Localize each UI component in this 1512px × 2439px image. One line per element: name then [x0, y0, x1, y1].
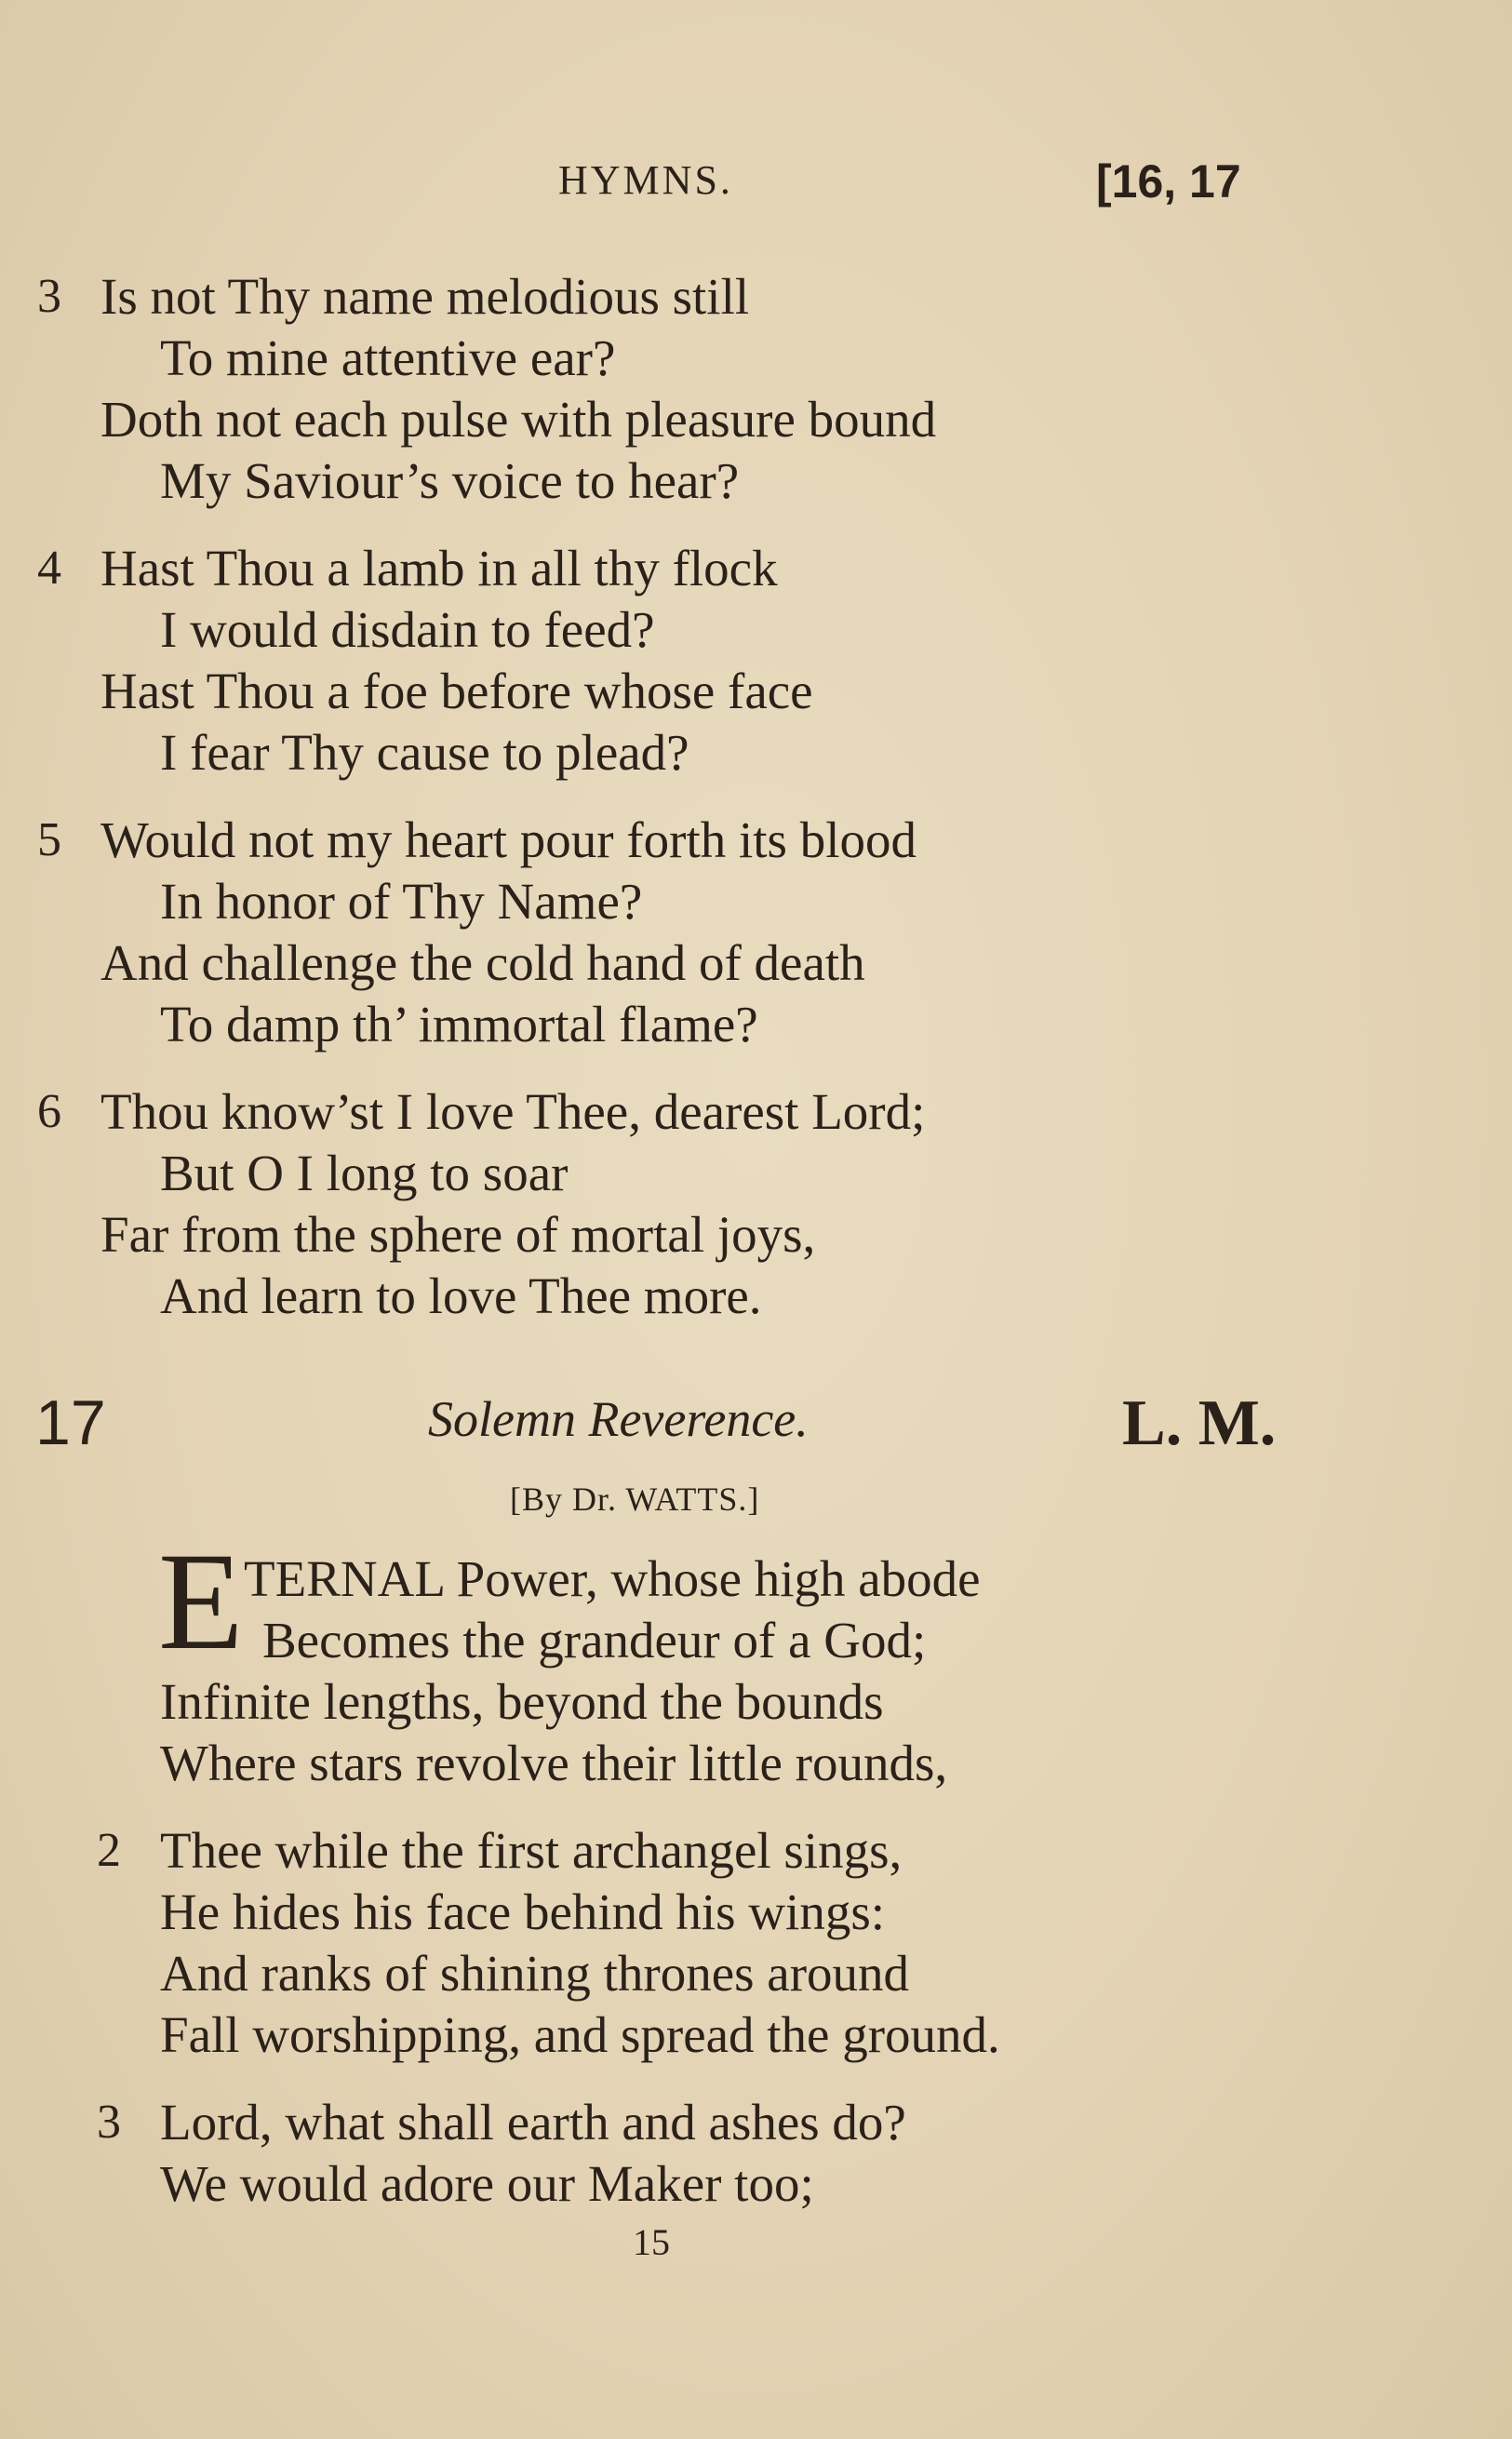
verse-line: But O I long to soar [160, 1145, 569, 1201]
verse-line: I fear Thy cause to plead? [160, 724, 689, 781]
verse-line: He hides his face behind his wings: [160, 1883, 886, 1940]
running-hymn-numbers: [16, 17 [1096, 155, 1241, 208]
running-title: HYMNS. [558, 157, 733, 203]
verse-line: To damp th’ immortal flame? [160, 996, 758, 1052]
stanza-number: 3 [37, 270, 61, 323]
verse-line: Is not Thy name melodious still [100, 268, 750, 325]
verse-line: Lord, what shall earth and ashes do? [160, 2094, 906, 2151]
stanza-number: 5 [37, 813, 61, 866]
hymn-title: Solemn Reverence. [428, 1391, 809, 1447]
verse-line: Where stars revolve their little rounds, [160, 1735, 948, 1791]
stanza-number: 4 [37, 542, 61, 595]
verse-line: Far from the sphere of mortal joys, [100, 1206, 816, 1263]
stanza-number: 2 [97, 1824, 121, 1877]
verse-line: Becomes the grandeur of a God; [262, 1612, 927, 1668]
hymn-author: [By Dr. WATTS.] [510, 1481, 760, 1518]
page-number: 15 [633, 2221, 670, 2263]
drop-cap: E [158, 1524, 244, 1679]
verse-line: Hast Thou a foe before whose face [100, 663, 813, 719]
running-head [0, 156, 1512, 212]
verse-line: And ranks of shining thrones around [160, 1945, 910, 2002]
hymn-meter: L. M. [1122, 1387, 1277, 1459]
verse-line: Doth not each pulse with pleasure bound [100, 391, 937, 448]
verse-line: Hast Thou a lamb in all thy flock [100, 540, 778, 596]
hymn-number: 17 [35, 1387, 106, 1458]
verse-line: Fall worshipping, and spread the ground. [160, 2006, 1000, 2063]
verse-line: I would disdain to feed? [160, 601, 655, 658]
verse-line: And challenge the cold hand of death [100, 934, 865, 991]
verse-line: Infinite lengths, beyond the bounds [160, 1673, 884, 1730]
verse-line: To mine attentive ear? [160, 329, 616, 386]
stanza-number: 3 [97, 2096, 121, 2149]
stanza-number: 6 [37, 1085, 61, 1138]
verse-line: Thee while the first archangel sings, [160, 1822, 903, 1879]
verse-line: My Saviour’s voice to hear? [160, 452, 740, 509]
verse-line: We would adore our Maker too; [160, 2155, 814, 2212]
verse-line: And learn to love Thee more. [160, 1267, 762, 1324]
verse-line: In honor of Thy Name? [160, 873, 643, 930]
verse-line: TERNAL Power, whose high abode [244, 1550, 981, 1607]
verse-line: Would not my heart pour forth its blood [100, 811, 917, 868]
verse-line: Thou know’st I love Thee, dearest Lord; [100, 1083, 926, 1140]
